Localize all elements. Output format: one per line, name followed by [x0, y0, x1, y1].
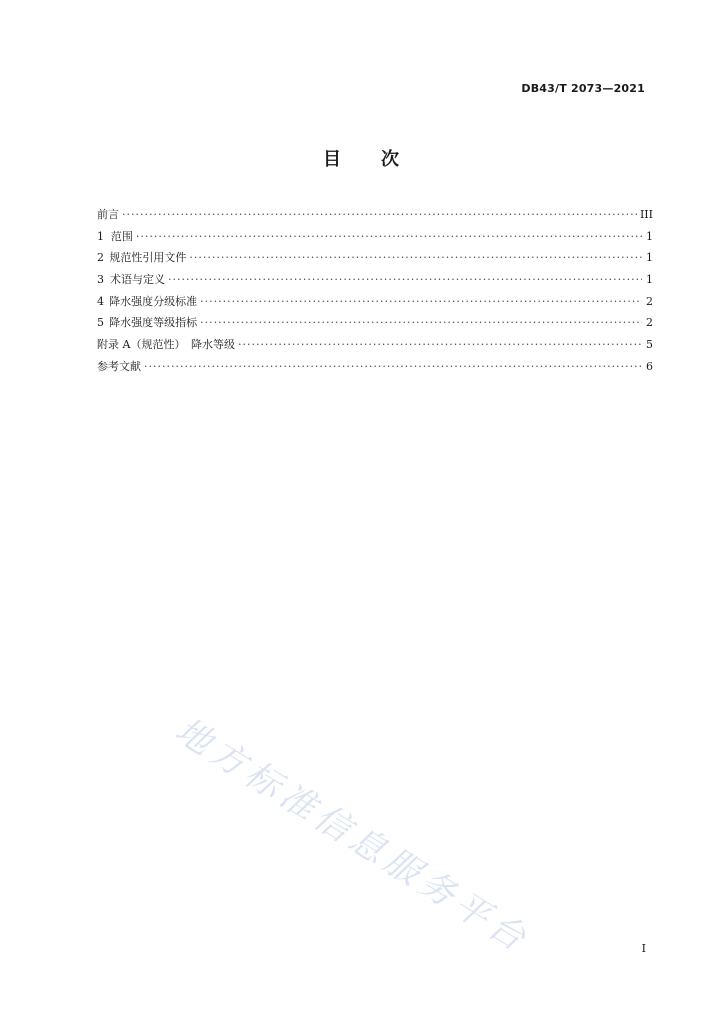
toc-entry-terms-definitions[interactable] [97, 269, 653, 291]
toc-entry-label: 降水强度等级指标 [109, 316, 198, 330]
toc-leader-dots [144, 356, 642, 378]
toc-entry-page: 1 [646, 251, 653, 265]
toc-leader-dots [122, 204, 637, 226]
toc-leader-dots [200, 312, 642, 334]
toc-entry-page: 1 [646, 229, 653, 243]
toc-entry-page: III [639, 208, 653, 221]
watermark: 地方标准信息服务平台 [167, 710, 537, 962]
toc-entry-page: 5 [646, 338, 653, 352]
toc-leader-dots [238, 334, 642, 356]
toc-entry-bibliography[interactable] [97, 356, 653, 378]
toc-entry-page: 2 [646, 294, 653, 308]
toc-entry-label: 降水强度分级标准 [109, 294, 198, 308]
toc-entry-label: 附录 A（规范性） 降水等级 [97, 338, 235, 352]
page-number: I [641, 942, 646, 955]
toc-leader-dots [200, 291, 642, 313]
toc-entry-number: 2 [97, 251, 104, 265]
page-title-part-1: 目 [323, 149, 343, 170]
toc-entry-label: 术语与定义 [110, 273, 166, 287]
document-code: DB43/T 2073—2021 [521, 82, 645, 95]
table-of-contents [97, 204, 653, 378]
toc-entry-label: 范围 [110, 229, 133, 243]
page-title [0, 145, 724, 171]
toc-entry-appendix-a[interactable] [97, 334, 653, 356]
toc-entry-label: 规范性引用文件 [109, 251, 187, 265]
toc-entry-number: 5 [97, 316, 104, 330]
toc-entry-label: 参考文献 [97, 359, 141, 373]
toc-entry-grading-standard[interactable] [97, 291, 653, 313]
toc-entry-number: 4 [97, 294, 104, 308]
toc-leader-dots [189, 247, 642, 269]
toc-leader-dots [168, 269, 642, 291]
toc-entry-page: 6 [646, 359, 653, 373]
toc-entry-grade-indicators[interactable] [97, 312, 653, 334]
toc-entry-page: 1 [646, 273, 653, 287]
toc-entry-number: 3 [97, 273, 104, 287]
toc-entry-label: 前言 [97, 208, 119, 221]
toc-entry-scope[interactable] [97, 226, 653, 248]
toc-entry-page: 2 [646, 316, 653, 330]
toc-entry-normative-references[interactable] [97, 247, 653, 269]
toc-leader-dots [136, 226, 642, 248]
toc-entry-foreword[interactable] [97, 204, 653, 226]
page-title-part-2: 次 [381, 149, 401, 170]
toc-entry-number: 1 [97, 229, 104, 243]
